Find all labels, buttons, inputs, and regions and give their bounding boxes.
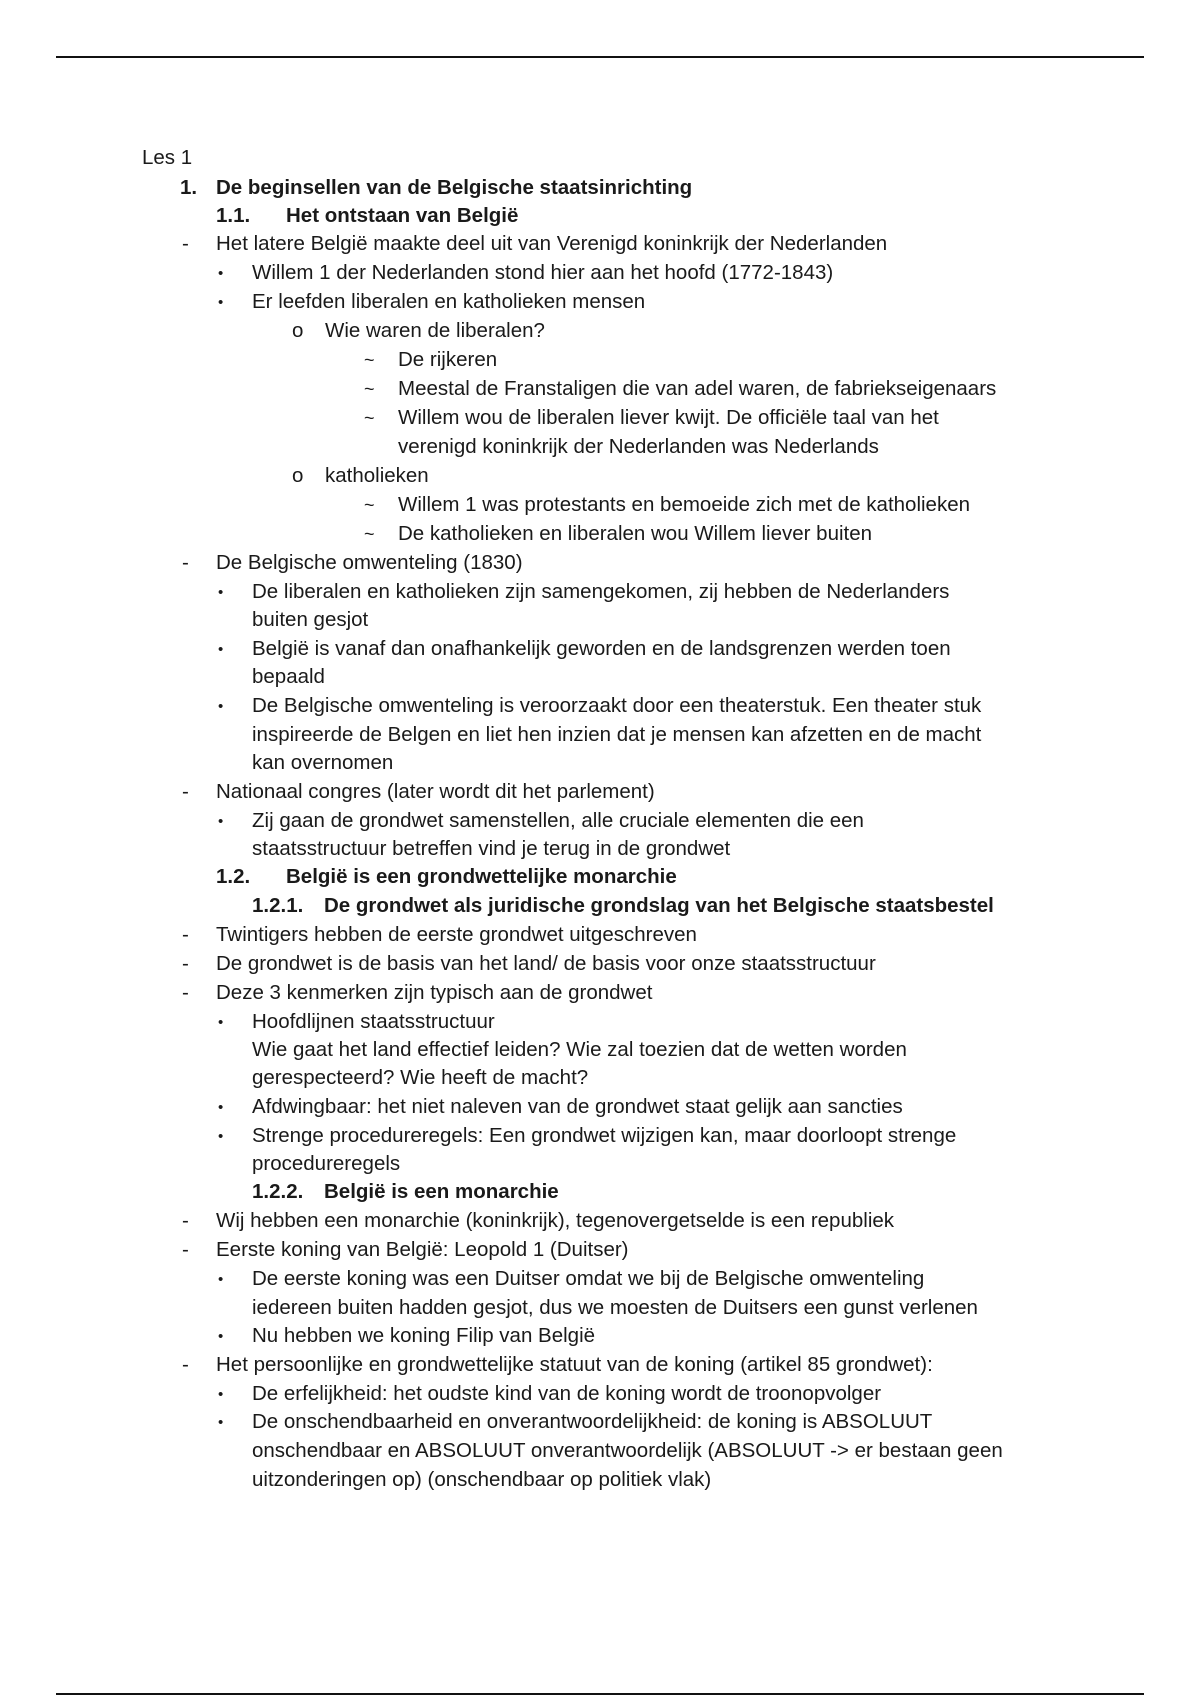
bullet-marker: • <box>218 584 224 601</box>
heading-number: 1. <box>180 176 198 199</box>
heading-title: België is een monarchie <box>324 1180 559 1203</box>
circle-marker: o <box>292 464 304 487</box>
dash-marker: - <box>182 1209 189 1232</box>
bullet-marker: • <box>218 1414 224 1431</box>
bullet-marker: • <box>218 1271 224 1288</box>
tilde-marker: ~ <box>364 495 375 515</box>
tilde-marker: ~ <box>364 524 375 544</box>
dash-marker: - <box>182 952 189 975</box>
heading-title: De beginsellen van de Belgische staatsinrichting <box>216 176 693 199</box>
dash-marker: - <box>182 923 189 946</box>
heading-title: Het ontstaan van België <box>286 204 519 227</box>
bullet-marker: • <box>218 265 224 282</box>
header-text: Les 1 <box>142 146 193 169</box>
heading-number: 1.2. <box>216 865 251 888</box>
dash-marker: - <box>182 232 189 255</box>
header-rule <box>56 56 1144 58</box>
dash-marker: - <box>182 551 189 574</box>
bullet-marker: • <box>218 641 224 658</box>
tilde-marker: ~ <box>364 350 375 370</box>
tilde-marker: ~ <box>364 379 375 399</box>
tilde-marker: ~ <box>364 408 375 428</box>
heading-number: 1.1. <box>216 204 251 227</box>
heading-number: 1.2.2. <box>252 1180 304 1203</box>
bullet-marker: • <box>218 1386 224 1403</box>
bullet-marker: • <box>218 1128 224 1145</box>
bullet-marker: • <box>218 1014 224 1031</box>
bullet-marker: • <box>218 813 224 830</box>
bullet-marker: • <box>218 1328 224 1345</box>
dash-marker: - <box>182 1353 189 1376</box>
bullet-marker: • <box>218 698 224 715</box>
circle-marker: o <box>292 319 304 342</box>
dash-marker: - <box>182 1238 189 1261</box>
heading-title: De grondwet als juridische grondslag van het Belgische staatsbestel <box>324 894 994 917</box>
heading-title: België is een grondwettelijke monarchie <box>286 865 677 888</box>
dash-marker: - <box>182 981 189 1004</box>
bullet-marker: • <box>218 294 224 311</box>
dash-marker: - <box>182 780 189 803</box>
footer-rule <box>56 1693 1144 1695</box>
heading-number: 1.2.1. <box>252 894 304 917</box>
bullet-marker: • <box>218 1099 224 1116</box>
